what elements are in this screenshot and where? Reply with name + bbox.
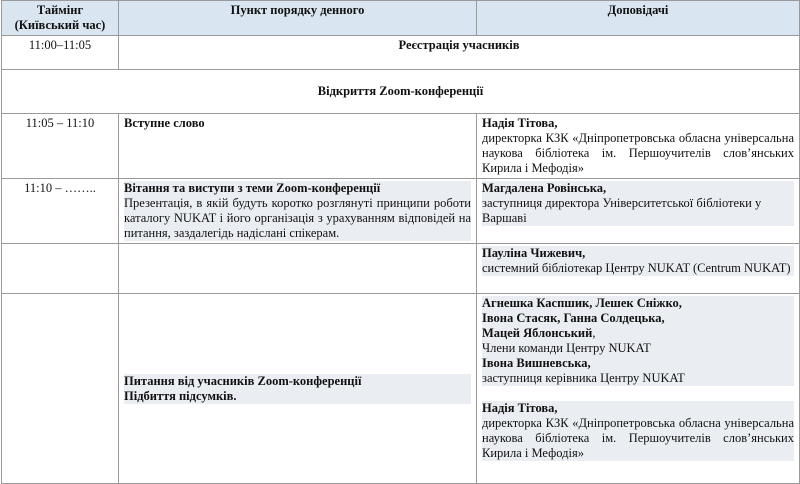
agenda-row-greetings <box>2 179 800 244</box>
speaker-name: Магдалена Ровінська, <box>482 181 607 195</box>
speaker-role: директорка КЗК «Дніпропетровська обласна універсальна наукова бібліотека ім. Першоучителів слов’янських Кирила і Мефодія» <box>482 416 794 460</box>
time-cell: 11:05 – 11:10 <box>2 114 119 179</box>
team-names-3-tail: , <box>592 326 596 340</box>
header-timing-line1: Таймінг <box>36 3 84 17</box>
agenda-row-opening <box>2 70 800 114</box>
speaker-cell <box>477 294 800 484</box>
opening-label: Відкриття Zoom-конференції <box>2 70 800 114</box>
speaker-name: Івона Вишневська, <box>482 356 591 370</box>
item-cell-empty <box>119 244 477 294</box>
item-cell <box>119 294 477 484</box>
item-title: Вступне слово <box>124 116 205 130</box>
team-names-1: Агнешка Каспшик, Лешек Сніжко, <box>482 296 682 310</box>
time-cell-empty <box>2 244 119 294</box>
agenda-table <box>1 0 800 484</box>
header-row <box>2 1 800 36</box>
speaker-role: заступниця директора Університетської бібліотеки у Варшаві <box>482 196 794 226</box>
header-timing <box>2 1 119 36</box>
speaker-cell <box>477 244 800 294</box>
team-names-2: Івона Стасяк, Ганна Солдецька, <box>482 311 665 325</box>
speaker-name: Надія Тітова, <box>482 401 558 415</box>
item-title: Вітання та виступи з теми Zoom-конференції <box>124 181 381 195</box>
agenda-row-speaker2 <box>2 244 800 294</box>
agenda-row-registration <box>2 36 800 70</box>
team-names-3: Мацей Яблонський <box>482 326 593 340</box>
speaker-role: системний бібліотекар Центру NUKAT (Centrum NUKAT) <box>482 261 794 276</box>
speaker-role: директорка КЗК «Дніпропетровська обласна універсальна наукова бібліотека ім. Першоучителів слов’янських Кирила і Мефодія» <box>482 131 794 175</box>
item-description: Презентація, в якій будуть коротко розглянуті принципи роботи каталогу NUKAT і його організація з урахуванням відповідей на питання, заздалегідь надіслані спікерам. <box>124 196 471 240</box>
item-cell <box>119 179 477 244</box>
speaker-cell <box>477 114 800 179</box>
header-speakers: Доповідачі <box>477 1 800 36</box>
registration-label: Реєстрація учасників <box>119 36 800 70</box>
agenda-row-questions <box>2 294 800 484</box>
speaker-role: заступниця керівника Центру NUKAT <box>482 371 794 386</box>
header-timing-line2: (Київський час) <box>14 18 106 32</box>
speaker-cell <box>477 179 800 244</box>
speaker-name: Пауліна Чижевич, <box>482 246 586 260</box>
speaker-name: Надія Тітова, <box>482 116 558 130</box>
agenda-row-intro <box>2 114 800 179</box>
team-role: Члени команди Центру NUKAT <box>482 341 794 356</box>
item-cell <box>119 114 477 179</box>
time-cell: 11:00–11:05 <box>2 36 119 70</box>
spacer <box>482 386 794 401</box>
time-cell-empty <box>2 294 119 484</box>
header-agenda-item: Пункт порядку денного <box>119 1 477 36</box>
item-title: Питання від учасників Zoom-конференції <box>124 373 362 388</box>
time-cell: 11:10 – …….. <box>2 179 119 244</box>
item-subtitle: Підбиття підсумків. <box>124 388 237 403</box>
